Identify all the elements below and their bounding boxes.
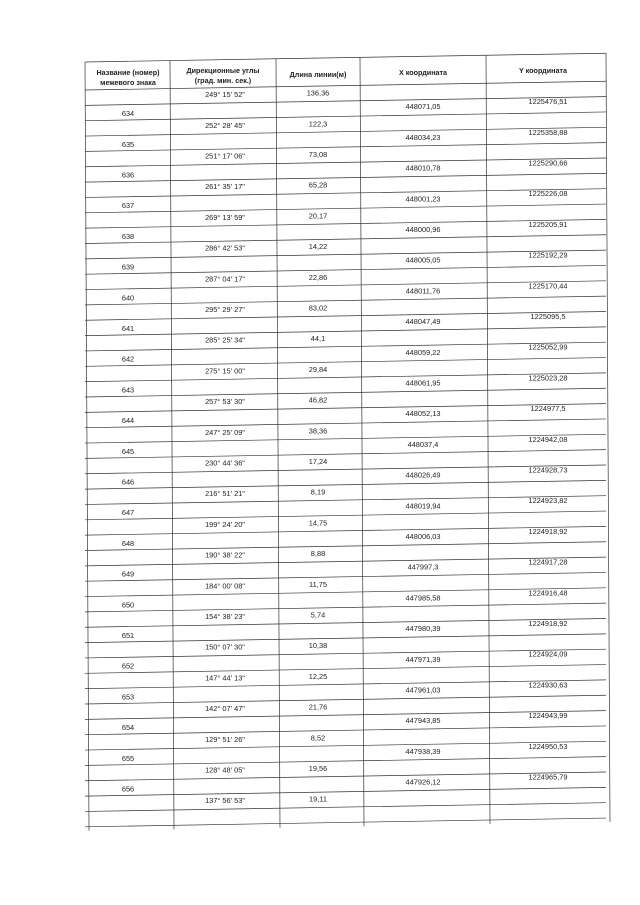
y-coordinate: 1225226,08 [528,189,568,199]
boundary-point-name: 640 [121,293,135,303]
x-coordinate: 447943,85 [405,716,441,726]
row-line [85,450,606,459]
x-coordinate: 448005,05 [405,255,441,265]
line-length: 65,28 [308,180,328,190]
line-length: 10,38 [308,641,328,651]
direction-angle: 142° 07' 47" [205,704,245,714]
x-coordinate: 448010,78 [405,163,441,173]
column-line [606,53,610,822]
x-coordinate: 447926,12 [405,777,441,787]
y-coordinate: 1224916,48 [528,588,568,598]
x-coordinate: 448026,49 [405,470,441,480]
boundary-point-name: 645 [121,446,135,456]
row-line [85,542,606,551]
header-length: Длина линии(м) [289,70,347,79]
direction-angle: 150° 07' 30" [205,642,245,652]
direction-angle: 252° 28' 45" [205,120,245,130]
boundary-point-name: 638 [121,231,135,241]
boundary-point-name: 641 [121,324,135,334]
direction-angle: 190° 38' 22" [205,550,245,560]
row-line [85,327,606,336]
row-line [85,143,606,152]
row-line [85,262,606,274]
x-coordinate: 448011,76 [405,286,441,296]
direction-angle: 247° 25' 09" [205,427,245,437]
column-line [276,59,280,828]
y-coordinate: 1224930,63 [528,680,568,690]
y-coordinate: 1224923,82 [528,496,568,506]
y-coordinate: 1224965,79 [528,772,568,782]
row-line [85,358,606,367]
header-angle-line1: Дирекционные углы [186,66,260,75]
column-line [486,55,490,824]
row-line [85,296,606,305]
boundary-point-name: 636 [121,170,135,180]
line-length: 46,82 [308,395,328,405]
direction-angle: 251° 17' 06" [205,151,245,161]
x-coordinate: 447985,58 [405,593,441,603]
row-line [85,757,606,766]
boundary-point-name: 648 [121,538,135,548]
boundary-point-name: 639 [121,262,135,272]
y-coordinate: 1225170,44 [528,281,568,291]
row-line [85,419,606,428]
y-coordinate: 1225095,5 [530,311,566,321]
y-coordinate: 1225052,99 [528,342,568,352]
direction-angle: 184° 00' 08" [205,581,245,591]
direction-angle: 249° 15' 52" [205,90,245,100]
x-coordinate: 448052,13 [405,409,441,419]
y-coordinate: 1225290,66 [528,158,568,168]
column-line [85,62,89,831]
boundary-point-name: 644 [121,416,135,426]
boundary-point-name: 653 [121,692,135,702]
y-coordinate: 1224942,08 [528,434,568,444]
row-line [85,818,606,827]
line-length: 19,56 [308,763,328,773]
x-coordinate: 448000,96 [405,224,441,234]
boundary-point-name: 635 [121,139,135,149]
line-length: 8,88 [310,549,326,559]
x-coordinate: 448059,22 [405,347,441,357]
x-coordinate: 448006,03 [405,531,441,541]
direction-angle: 128° 48' 05" [205,765,245,775]
row-line [85,569,606,581]
direction-angle: 129° 51' 26" [205,734,245,744]
row-line [85,726,606,735]
y-coordinate: 1225192,29 [528,250,568,260]
boundary-point-name: 649 [121,569,135,579]
header-y-coordinate: Y координата [519,66,567,75]
line-length: 136,36 [306,88,330,98]
line-length: 38,36 [308,426,328,436]
x-coordinate: 448034,23 [405,132,441,142]
direction-angle: 257° 53' 30" [205,397,245,407]
direction-angle: 230° 44' 36" [205,458,245,468]
header-x-coordinate: X координата [398,68,448,77]
header-name-line2: межевого знака [100,78,156,87]
boundary-point-name: 646 [121,477,135,487]
x-coordinate: 448061,95 [405,378,441,388]
line-length: 8,19 [310,487,326,497]
y-coordinate: 1224943,99 [528,711,568,721]
line-length: 83,02 [308,303,328,313]
line-length: 122,3 [308,119,328,129]
boundary-point-name: 656 [121,784,135,794]
header-separator [85,81,606,90]
line-length: 11,75 [309,579,327,589]
y-coordinate: 1225476,51 [528,97,568,107]
row-line [85,665,606,674]
row-line [85,235,606,244]
boundary-point-name: 637 [121,201,135,211]
direction-angle: 287° 04' 17" [205,274,245,284]
y-coordinate: 1224917,28 [528,557,568,567]
row-line [85,511,606,520]
boundary-point-name: 650 [121,600,135,610]
header-name-line1: Название (номер) [96,68,160,77]
x-coordinate: 448001,23 [405,194,441,204]
table-top-border [85,53,606,62]
y-coordinate: 1224918,92 [528,526,568,536]
direction-angle: 275° 15' 00" [205,366,245,376]
line-length: 8,52 [310,733,326,743]
table-body [122,89,568,806]
row-line [85,404,606,413]
direction-angle: 285° 25' 34" [205,335,245,345]
line-length: 29,84 [308,364,328,374]
row-line [85,803,606,812]
row-line [85,204,606,213]
line-length: 44,1 [310,334,326,344]
direction-angle: 269° 13' 59" [205,212,245,222]
row-line [85,311,606,320]
row-line [85,695,606,704]
y-coordinate: 1224918,92 [528,618,568,628]
x-coordinate: 447961,03 [405,685,441,695]
x-coordinate: 448019,94 [405,501,441,511]
line-length: 12,25 [308,671,328,681]
direction-angle: 261° 35' 17" [205,182,245,192]
row-line [85,634,606,643]
y-coordinate: 1224924,09 [528,649,568,659]
boundary-point-name: 655 [121,753,135,763]
line-length: 20,17 [308,211,328,221]
boundary-point-name: 642 [121,354,135,364]
boundary-point-name: 634 [121,109,135,119]
boundary-point-name: 652 [121,661,135,671]
line-length: 5,74 [310,610,326,620]
x-coordinate: 447980,39 [405,624,441,634]
direction-angle: 147° 44' 13" [205,673,245,683]
boundary-point-name: 654 [121,723,135,733]
direction-angle: 286° 42' 53" [205,243,245,253]
y-coordinate: 1225358,88 [528,127,568,137]
direction-angle: 216° 51' 21" [205,489,245,499]
row-line [85,603,606,612]
row-line [85,477,606,489]
line-length: 14,75 [308,518,328,528]
row-line [85,388,606,397]
boundary-point-name: 647 [121,508,135,518]
line-length: 73,08 [308,149,328,159]
direction-angle: 154° 38' 23" [205,612,245,622]
line-length: 14,22 [308,242,328,252]
line-length: 19,11 [309,794,327,804]
direction-angle: 137° 56' 53" [205,796,245,806]
x-coordinate: 448037,4 [407,439,439,449]
x-coordinate: 447997,3 [407,562,439,572]
row-line [85,170,606,182]
boundary-point-name: 643 [121,385,135,395]
row-line [85,784,606,796]
x-coordinate: 447938,39 [405,746,441,756]
y-coordinate: 1224977,5 [530,404,566,414]
table-header [96,66,568,87]
x-coordinate: 447971,39 [405,654,441,664]
header-angle-line2: (град. мин. сек.) [194,76,252,85]
boundary-point-name: 651 [121,631,135,641]
y-coordinate: 1225023,28 [528,373,568,383]
column-line [360,57,364,826]
line-length: 21,76 [308,702,328,712]
line-length: 22,86 [308,272,328,282]
x-coordinate: 448047,49 [405,317,441,327]
line-length: 17,24 [308,456,328,466]
x-coordinate: 448071,05 [405,102,441,112]
y-coordinate: 1225205,91 [528,219,568,229]
y-coordinate: 1224928,73 [528,465,568,475]
row-line [85,112,606,121]
y-coordinate: 1224950,53 [528,741,568,751]
direction-angle: 295° 29' 27" [205,305,245,315]
column-line [170,61,174,830]
direction-angle: 199° 24' 20" [205,519,245,529]
